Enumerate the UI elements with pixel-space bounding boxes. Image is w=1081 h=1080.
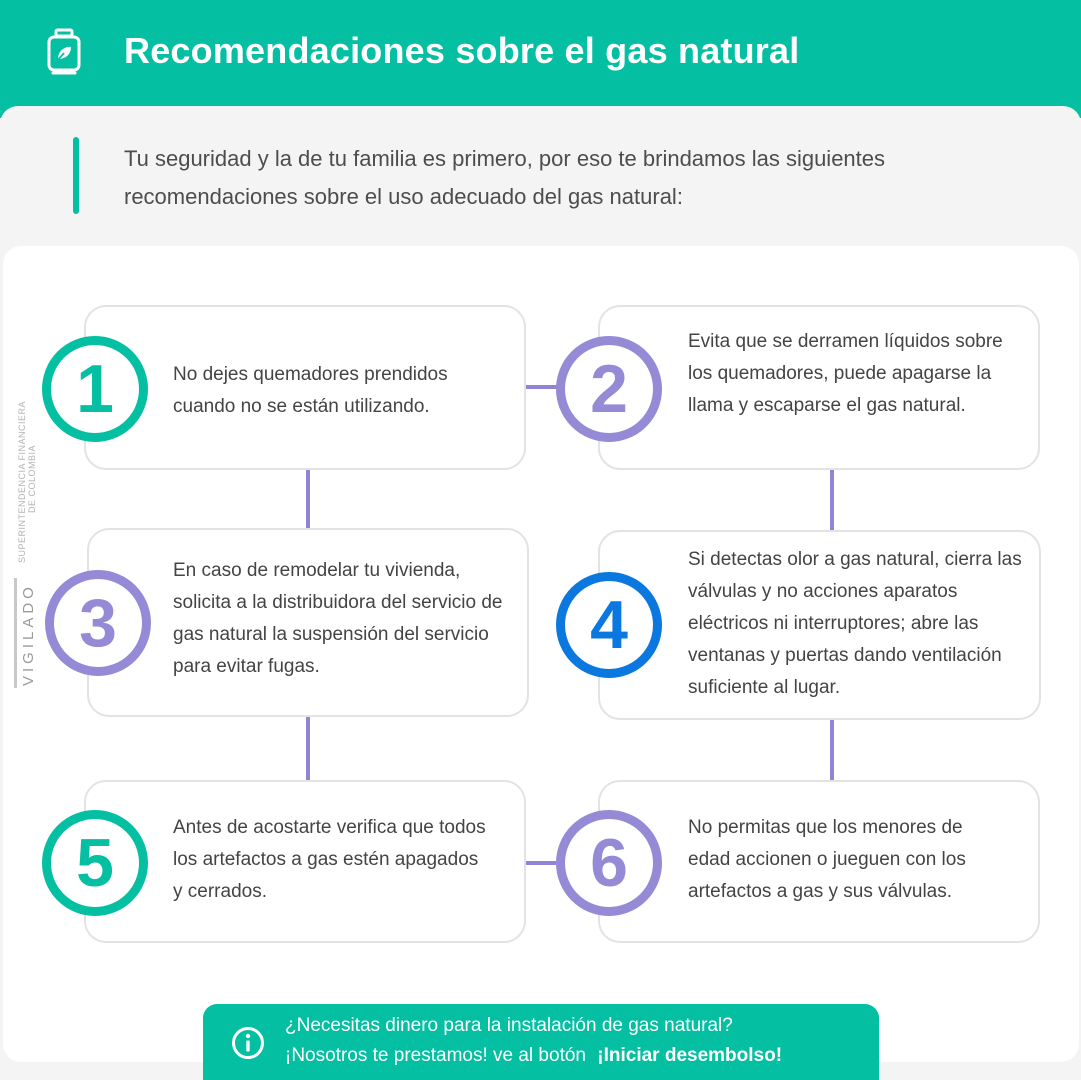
recommendation-text-2: Evita que se derramen líquidos sobre los quemadores, puede apagarse la llama y escaparse el gas natural.	[688, 331, 1003, 416]
connector-2-4	[830, 468, 834, 532]
loan-question: ¿Necesitas dinero para la instalación de gas natural?	[285, 1015, 733, 1036]
vigilado-label	[14, 388, 44, 690]
vigilado-word: VIGILADO	[20, 583, 37, 686]
step-number-3: 3	[45, 570, 151, 676]
connector-5-6	[524, 861, 558, 865]
iniciar-desembolso-link[interactable]: ¡Iniciar desembolso!	[597, 1045, 783, 1066]
loan-message	[285, 1045, 782, 1067]
loan-message-text: ¡Nosotros te prestamos! ve al botón	[285, 1045, 586, 1066]
recommendation-text-1: No dejes quemadores prendidos cuando no se están utilizando.	[173, 364, 448, 417]
page-title: Recomendaciones sobre el gas natural	[124, 30, 800, 71]
step-number-6: 6	[556, 810, 662, 916]
recommendation-text-5: Antes de acostarte verifica que todos los artefactos a gas estén apagados y cerrados.	[173, 817, 486, 902]
connector-1-3	[306, 468, 310, 530]
connector-3-5	[306, 716, 310, 782]
intro-accent-bar	[73, 137, 79, 214]
vigilado-line2: DE COLOMBIA	[27, 444, 37, 513]
loan-banner	[203, 1004, 879, 1080]
header	[0, 0, 1081, 118]
step-number-2: 2	[556, 336, 662, 442]
connector-4-6	[830, 718, 834, 782]
recommendation-text-3: En caso de remodelar tu vivienda, solicita a la distribuidora del servicio de gas natural la suspensión del servicio para evitar fugas.	[173, 560, 503, 677]
connector-1-2	[524, 385, 558, 389]
step-number-5: 5	[42, 810, 148, 916]
intro-text: Tu seguridad y la de tu familia es primero, por eso te brindamos las siguientes recomendaciones sobre el uso adecuado del gas natural:	[124, 146, 886, 209]
step-number-1: 1	[42, 336, 148, 442]
vigilado-rule	[14, 578, 17, 688]
recommendation-text-4: Si detectas olor a gas natural, cierra las válvulas y no acciones aparatos eléctricos ni interruptores; abre las ventanas y puertas dando ventilación suficiente al lugar.	[688, 549, 1022, 698]
vigilado-line1: SUPERINTENDENCIA FINANCIERA	[17, 400, 27, 563]
gas-cylinder-icon	[44, 28, 84, 76]
info-icon	[231, 1026, 265, 1060]
recommendation-text-6: No permitas que los menores de edad accionen o jueguen con los artefactos a gas y sus válvulas.	[688, 817, 966, 902]
step-number-4: 4	[556, 572, 662, 678]
